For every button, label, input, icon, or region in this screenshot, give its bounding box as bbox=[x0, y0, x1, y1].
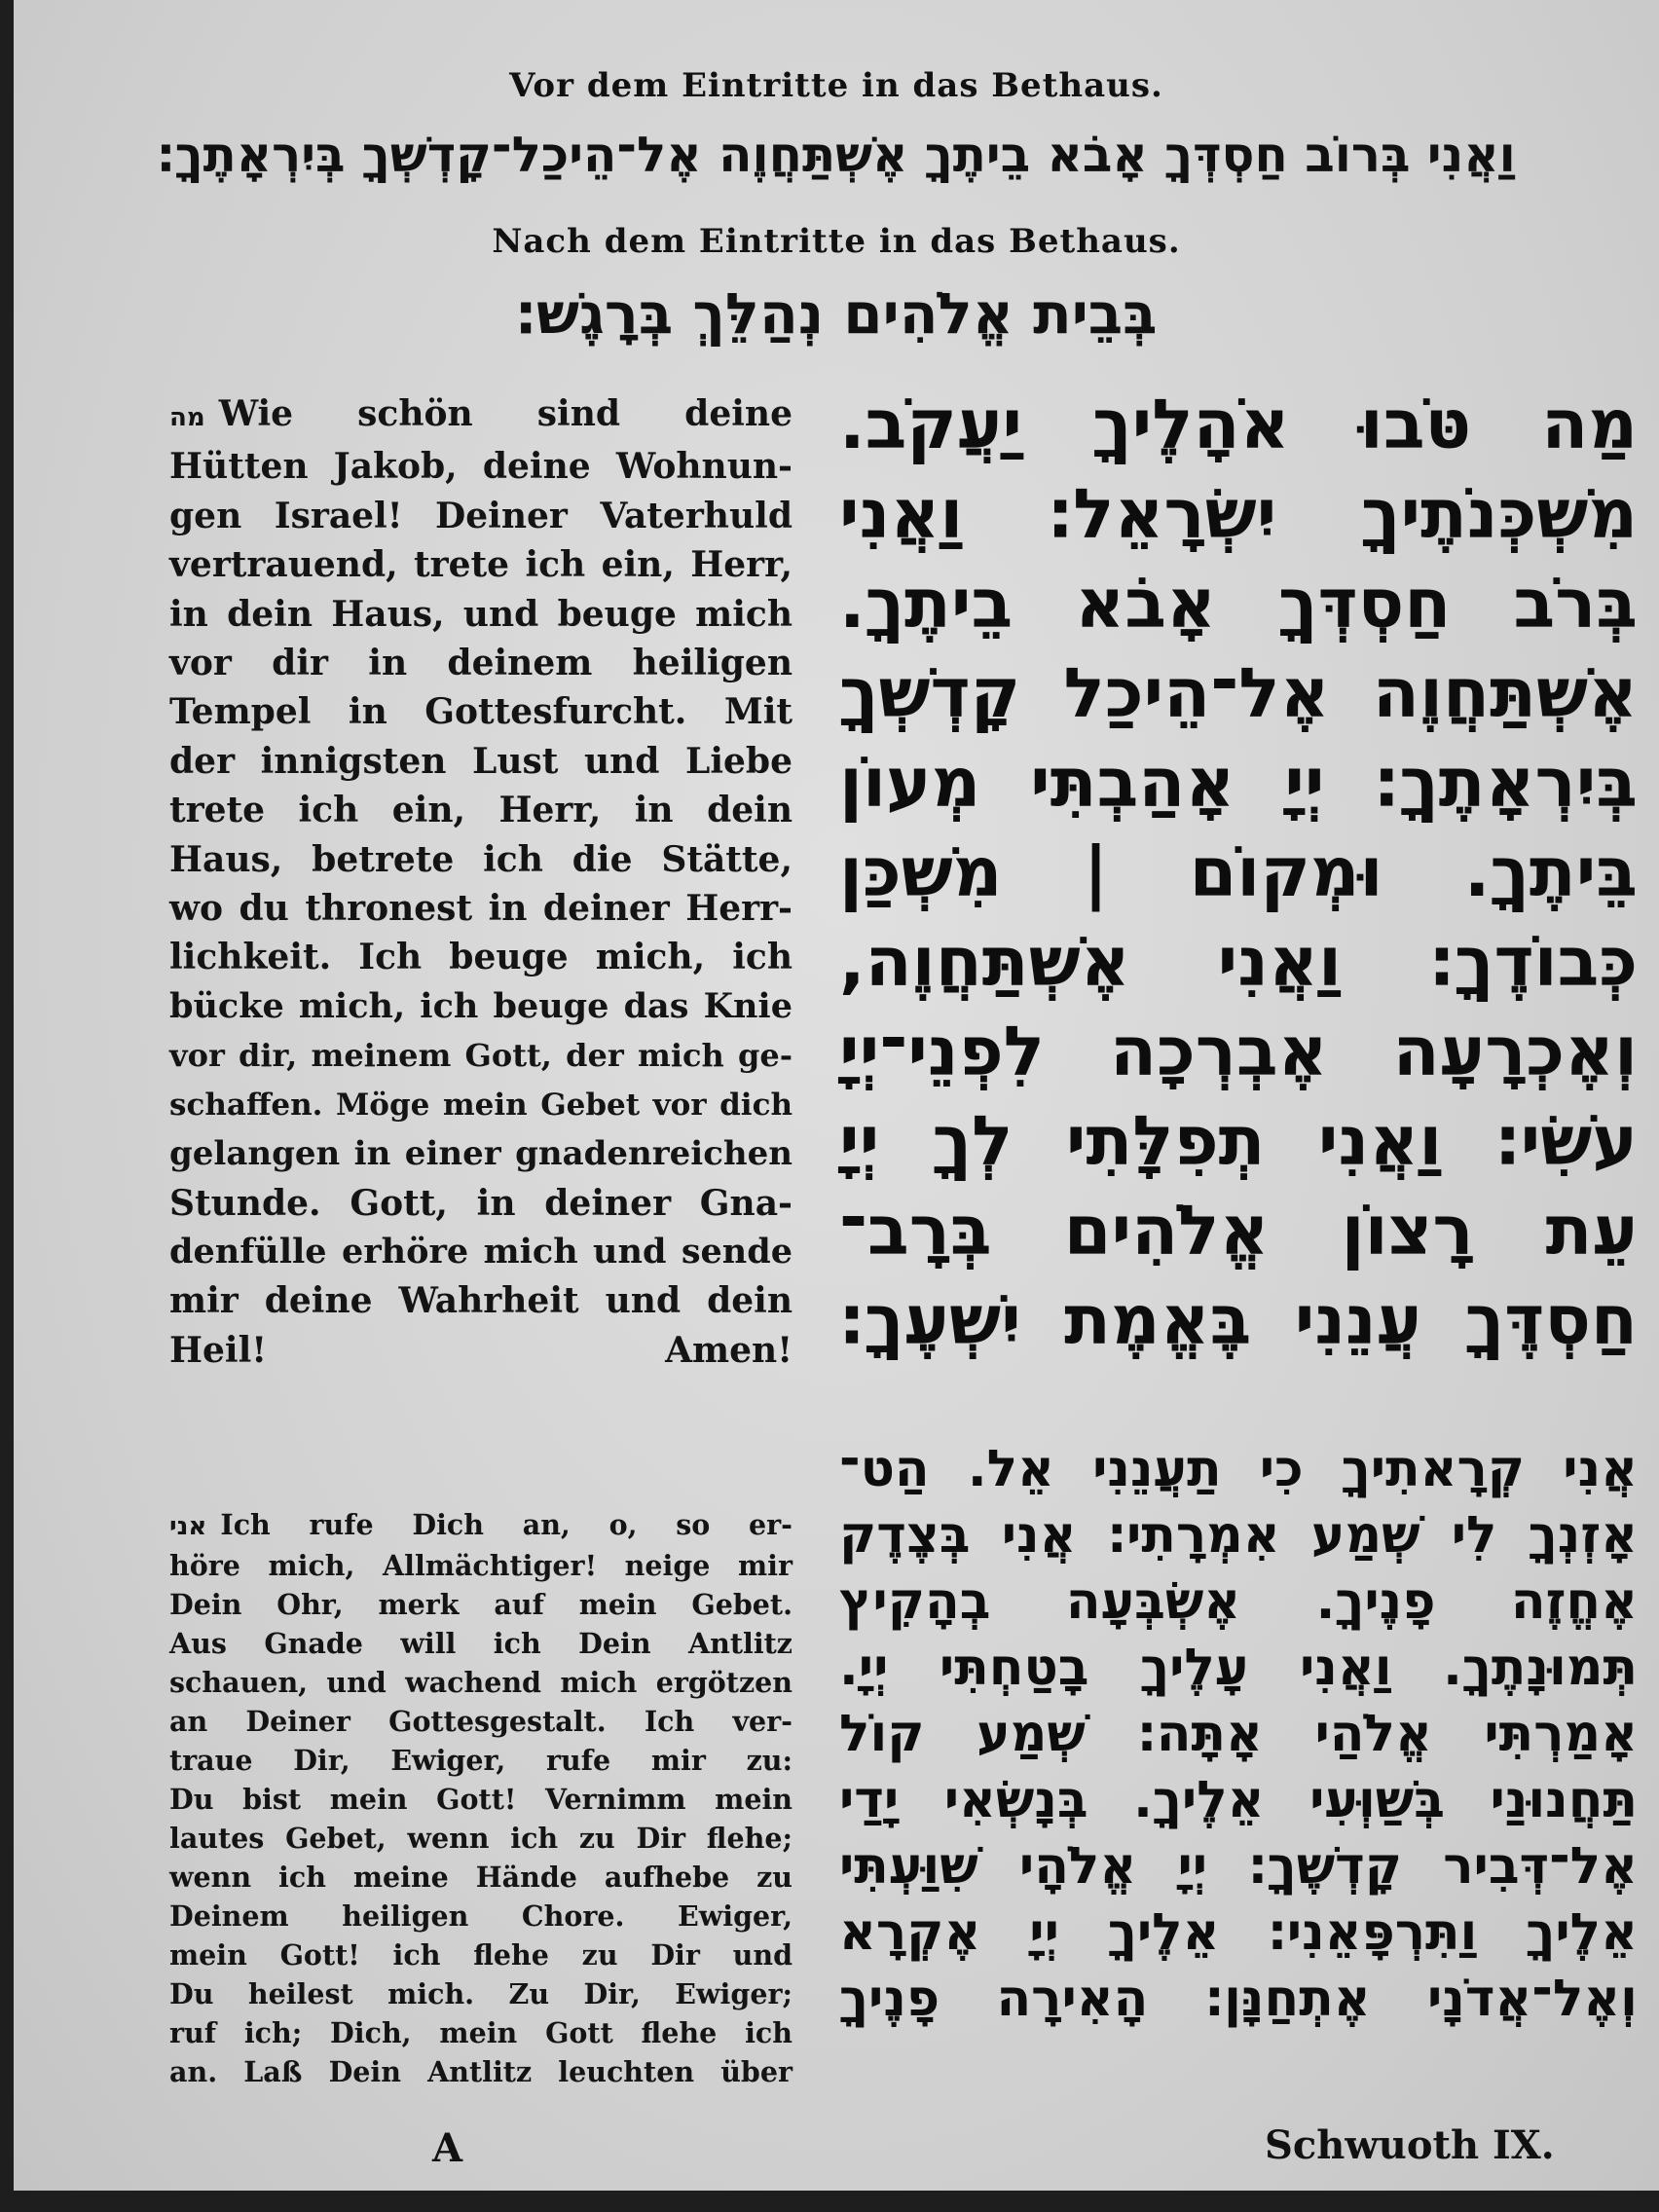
line-text: Du bist mein Gott! Vernimm mein bbox=[169, 1783, 793, 1816]
hebrew-verse-before-entry: וַאֲנִי בְּרוֹב חַסְדְּךָ אָבֹא בֵיתֶךָ אֶשְׁתַּחֲוֶה אֶל־הֵיכַל־קָדְשְׁךָ בְּיִרְאָתֶךָ׃ bbox=[157, 127, 1516, 183]
text-line bbox=[839, 1186, 1638, 1275]
line-text: wenn ich meine Hände aufhebe zu bbox=[169, 1861, 793, 1894]
line-text: וְאֶל־אֲדֹנָי אֶתְחַנָּן׃ הָאִירָה פָנֶיךָ bbox=[839, 1970, 1638, 2028]
line-text: trete ich ein, Herr, in dein bbox=[169, 790, 793, 831]
line-text: in dein Haus, und beuge mich bbox=[169, 593, 793, 635]
text-line bbox=[169, 1936, 793, 1974]
line-text: אֶחֱזֶה פָנֶיךָ. אֶשְׂבְּעָה בְהָקִיץ bbox=[839, 1572, 1638, 1631]
hebrew-prayer-ma-tovu bbox=[839, 380, 1638, 1365]
text-line bbox=[169, 1505, 793, 1546]
line-text: Haus, betrete ich die Stätte, bbox=[169, 838, 793, 880]
line-text: כְּבוֹדֶךָ׃ וַאֲנִי אֶשְׁתַּחֲוֶה, bbox=[839, 922, 1638, 1002]
text-line bbox=[169, 1702, 793, 1741]
line-text: bücke mich, ich beuge das Knie bbox=[169, 985, 793, 1026]
text-line bbox=[169, 1663, 793, 1702]
line-text: אֵלֶיךָ וַתִּרְפָּאֵנִי׃ אֵלֶיךָ יְיָ אֶקְרָא bbox=[839, 1903, 1638, 1962]
text-line bbox=[839, 1096, 1638, 1186]
hebrew-incipit-marker: מה bbox=[169, 403, 205, 432]
line-text: schauen, und wachend mich ergötzen bbox=[169, 1666, 793, 1699]
text-line bbox=[169, 1858, 793, 1897]
line-text: höre mich, Allmächtiger! neige mir bbox=[169, 1549, 793, 1582]
heading-after-entry: Nach dem Eintritte in das Bethaus. bbox=[492, 222, 1181, 261]
prayer-book-page bbox=[14, 0, 1659, 2191]
line-text: schaffen. Möge mein Gebet vor dich bbox=[169, 1087, 793, 1123]
text-line bbox=[839, 828, 1638, 917]
line-text: עֹשִׂי׃ וַאֲנִי תְפִלָּתִי לְךָ יְיָ bbox=[839, 1101, 1638, 1181]
section-label: Schwuoth IX. bbox=[1265, 2122, 1555, 2168]
line-text: תְּמוּנָתֶךָ. וַאֲנִי עָלֶיךָ בָטַחְתִּי יְיָ. bbox=[839, 1639, 1638, 1697]
line-text: אֶשְׁתַּחֲוֶה אֶל־הֵיכַל קָדְשְׁךָ bbox=[839, 653, 1638, 733]
text-line bbox=[169, 442, 793, 491]
text-line bbox=[169, 933, 793, 981]
line-text: vor dir in deinem heiligen bbox=[169, 643, 793, 684]
line-text: בֵּיתֶךָ. וּמְקוֹם | מִשְׁכַּן bbox=[839, 832, 1638, 912]
text-line bbox=[169, 835, 793, 884]
line-text: מִשְׁכְּנֹתֶיךָ יִשְׂרָאֵל׃ וַאֲנִי bbox=[839, 474, 1638, 554]
line-text: אָמַרְתִּי אֱלֹהַי אָתָּה׃ שְׁמַע קוֹל bbox=[839, 1705, 1638, 1763]
german-prayer-ma-tovu bbox=[169, 389, 793, 1375]
line-text: Dein Ohr, merk auf mein Gebet. bbox=[169, 1588, 793, 1621]
line-text: gen Israel! Deiner Vaterhuld bbox=[169, 495, 793, 536]
text-line bbox=[169, 1276, 793, 1325]
text-line bbox=[839, 1502, 1638, 1568]
line-text: תַּחֲנוּנַי בְּשַׁוְּעִי אֵלֶיךָ. בְּנָשְׂאִי יָדַי bbox=[839, 1771, 1638, 1829]
line-text: עֵת רָצוֹן אֱלֹהִים בְּרָב־ bbox=[839, 1191, 1638, 1271]
text-line bbox=[839, 917, 1638, 1007]
line-text: vertrauend, trete ich ein, Herr, bbox=[169, 544, 793, 586]
heading-before-entry: Vor dem Eintritte in das Bethaus. bbox=[509, 66, 1163, 105]
line-text: וְאֶכְרָעָה אֶבְרְכָה לִפְנֵי־יְיָ bbox=[839, 1012, 1638, 1091]
line-text: Aus Gnade will ich Dein Antlitz bbox=[169, 1627, 793, 1660]
line-text: אֲנִי קְרָאתִיךָ כִי תַעֲנֵנִי אֵל. הַט־ bbox=[839, 1440, 1638, 1498]
line-text: Deinem heiligen Chore. Ewiger, bbox=[169, 1899, 793, 1933]
line-text: traue Dir, Ewiger, rufe mir zu: bbox=[169, 1744, 793, 1777]
line-text: בְּרֹב חַסְדְּךָ אָבֹא בֵיתֶךָ. bbox=[839, 564, 1638, 644]
text-line bbox=[169, 639, 793, 687]
text-line bbox=[169, 1819, 793, 1858]
text-line bbox=[169, 1326, 793, 1375]
text-line bbox=[839, 738, 1638, 828]
text-line bbox=[169, 540, 793, 589]
text-line bbox=[169, 1081, 793, 1129]
line-text: Hütten Jakob, deine Wohnun- bbox=[169, 446, 793, 488]
text-line bbox=[839, 1767, 1638, 1833]
text-line bbox=[839, 469, 1638, 559]
text-line bbox=[839, 1275, 1638, 1365]
text-line bbox=[839, 1635, 1638, 1701]
hebrew-incipit-marker: אני bbox=[169, 1512, 207, 1541]
line-text: ruf ich; Dich, mein Gott flehe ich bbox=[169, 2016, 793, 2049]
text-line bbox=[839, 380, 1638, 469]
text-line bbox=[839, 1966, 1638, 2032]
text-line bbox=[169, 1974, 793, 2013]
text-line bbox=[169, 687, 793, 736]
text-line bbox=[839, 1007, 1638, 1096]
text-line bbox=[839, 559, 1638, 648]
text-line bbox=[169, 1585, 793, 1624]
line-text: an. Laß Dein Antlitz leuchten über bbox=[169, 2055, 793, 2088]
text-line bbox=[169, 1546, 793, 1585]
line-text: der innigsten Lust und Liebe bbox=[169, 740, 793, 782]
line-text: denfülle erhöre mich und sende bbox=[169, 1231, 793, 1272]
text-line bbox=[169, 1897, 793, 1936]
line-text: mir deine Wahrheit und dein bbox=[169, 1280, 793, 1322]
text-line bbox=[169, 590, 793, 639]
line-text: an Deiner Gottesgestalt. Ich ver- bbox=[169, 1705, 793, 1738]
german-prayer-ani-keratikha bbox=[169, 1505, 793, 2091]
line-text: Heil! Amen! bbox=[169, 1329, 793, 1371]
text-line bbox=[169, 884, 793, 933]
text-line bbox=[839, 1833, 1638, 1899]
text-line bbox=[839, 648, 1638, 738]
text-line bbox=[169, 1179, 793, 1228]
text-line bbox=[169, 2013, 793, 2052]
hebrew-prayer-ani-keratikha bbox=[839, 1436, 1638, 2032]
text-line bbox=[169, 737, 793, 786]
line-text: wo du thronest in deiner Herr- bbox=[169, 888, 793, 930]
text-line bbox=[169, 1228, 793, 1276]
line-text: אֶל־דְּבִיר קָדְשֶׁךָ׃ יְיָ אֱלֹהָי שִׁוַּעְתִּי bbox=[839, 1837, 1638, 1896]
text-line bbox=[169, 982, 793, 1031]
text-line bbox=[169, 1741, 793, 1780]
signature-mark: A bbox=[432, 2125, 463, 2171]
text-line bbox=[169, 1780, 793, 1819]
line-text: Du heilest mich. Zu Dir, Ewiger; bbox=[169, 1977, 793, 2010]
text-line bbox=[169, 1129, 793, 1178]
text-line bbox=[839, 1899, 1638, 1966]
line-text: lautes Gebet, wenn ich zu Dir flehe; bbox=[169, 1822, 793, 1855]
line-text: Ich rufe Dich an, o, so er- bbox=[220, 1508, 793, 1541]
text-line bbox=[839, 1568, 1638, 1635]
text-line bbox=[169, 389, 793, 442]
line-text: vor dir, meinem Gott, der mich ge- bbox=[169, 1037, 793, 1075]
line-text: חַסְדֶּךָ עֲנֵנִי בֶּאֱמֶת יִשְׁעֶךָ׃ bbox=[839, 1280, 1638, 1360]
line-text: Stunde. Gott, in deiner Gna- bbox=[169, 1182, 793, 1224]
text-line bbox=[169, 1031, 793, 1080]
line-text: Wie schön sind deine bbox=[218, 393, 793, 434]
line-text: lichkeit. Ich beuge mich, ich bbox=[169, 937, 793, 978]
text-line bbox=[839, 1436, 1638, 1502]
text-line bbox=[169, 1624, 793, 1663]
line-text: אָזְנְךָ לִי שְׁמַע אִמְרָתִי׃ אֲנִי בְּצֶדֶק bbox=[839, 1506, 1638, 1565]
line-text: מַה טֹּבוּ אֹהָלֶיךָ יַעֲקֹב. bbox=[839, 385, 1638, 464]
text-line bbox=[839, 1701, 1638, 1767]
hebrew-verse-after-entry: בְּבֵית אֱלֹהִים נְהַלֵּךְ בְּרָגֶשׁ׃ bbox=[515, 280, 1158, 347]
text-line bbox=[169, 2052, 793, 2091]
text-line bbox=[169, 786, 793, 834]
text-line bbox=[169, 492, 793, 540]
line-text: Tempel in Gottesfurcht. Mit bbox=[169, 691, 793, 733]
line-text: בְּיִרְאָתֶךָ׃ יְיָ אָהַבְתִּי מְעוֹן bbox=[839, 743, 1638, 823]
line-text: mein Gott! ich flehe zu Dir und bbox=[169, 1938, 793, 1972]
line-text: gelangen in einer gnadenreichen bbox=[169, 1134, 793, 1174]
